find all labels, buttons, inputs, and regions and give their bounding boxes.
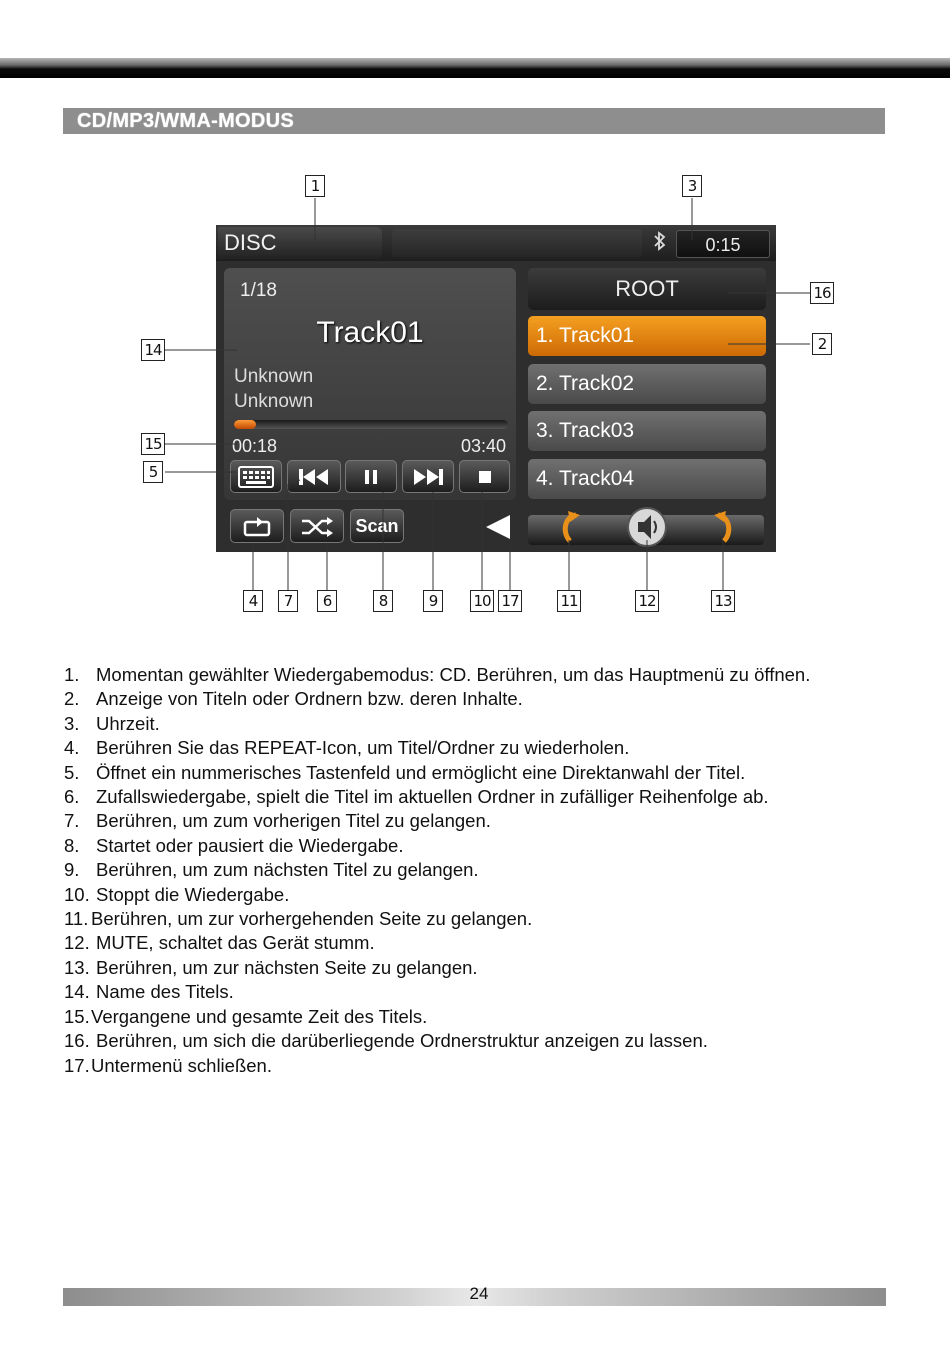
- track-title: Track01: [316, 316, 424, 349]
- mode-button[interactable]: DISC: [218, 227, 382, 259]
- callout-label: 6: [317, 590, 337, 612]
- list-item: 8. Startet oder pausiert die Wiedergabe.: [64, 834, 404, 856]
- callout-label: 17: [498, 590, 522, 612]
- list-item: 5. Öffnet ein nummerisches Tastenfeld und ermöglicht eine Direktanwahl der Titel.: [64, 761, 746, 783]
- list-item: 12. MUTE, schaltet das Gerät stumm.: [64, 932, 375, 954]
- callout-label: 8: [373, 590, 393, 612]
- callout-label: 9: [423, 590, 443, 612]
- track-list-item[interactable]: 4. Track04: [528, 459, 766, 499]
- list-item: 15.Vergangene und gesamte Zeit des Titels.: [64, 1005, 428, 1027]
- folder-root-button[interactable]: ROOT: [528, 268, 766, 310]
- list-item: 10. Stoppt die Wiedergabe.: [64, 883, 290, 905]
- track-count: 1/18: [240, 280, 277, 301]
- total-time: 03:40: [460, 436, 506, 456]
- list-item: 6. Zufallswiedergabe, spielt die Titel im aktuellen Ordner in zufälliger Reihenfolge ab.: [64, 786, 769, 808]
- page-number: 24: [469, 1284, 489, 1303]
- callout-label: 7: [278, 590, 298, 612]
- track-list-item[interactable]: 2. Track02: [528, 364, 766, 404]
- callout-label: 1: [305, 175, 325, 197]
- callout-label: 4: [243, 590, 263, 612]
- list-item: 11. Berühren, um zur vorhergehenden Seite zu gelangen.: [64, 908, 533, 930]
- callout-label: 13: [711, 590, 735, 612]
- callout-label: 15: [141, 433, 165, 455]
- callout-label: 5: [143, 461, 163, 483]
- album-name: Unknown: [234, 391, 314, 412]
- artist-name: Unknown: [234, 366, 314, 387]
- list-item: 13. Berühren, um zur nächsten Seite zu gelangen.: [64, 956, 478, 978]
- list-item: 3. Uhrzeit.: [64, 712, 160, 734]
- track-list-item[interactable]: 1. Track01: [528, 316, 766, 356]
- list-item: 4. Berühren Sie das REPEAT-Icon, um Titel/Ordner zu wiederholen.: [64, 737, 630, 759]
- callout-label: 2: [812, 333, 832, 355]
- list-item: 1. Momentan gewählter Wiedergabemodus: CD. Berühren, um das Hauptmenü zu öffnen.: [64, 664, 811, 685]
- description-list: [64, 663, 904, 1078]
- scan-button[interactable]: Scan: [350, 509, 404, 543]
- list-item: 2. Anzeige von Titeln oder Ordnern bzw. deren Inhalte.: [64, 688, 523, 710]
- list-item: 16. Berühren, um sich die darüberliegende Ordnerstruktur anzeigen zu lassen.: [64, 1030, 708, 1052]
- list-item: 9. Berühren, um zum nächsten Titel zu gelangen.: [64, 859, 479, 881]
- clock: 0:15: [676, 230, 770, 258]
- callout-label: 11: [557, 590, 581, 612]
- callout-label: 16: [810, 282, 834, 304]
- callout-label: 3: [682, 175, 702, 197]
- track-list-item[interactable]: 3. Track03: [528, 411, 766, 451]
- section-title: CD/MP3/WMA-MODUS: [63, 108, 885, 134]
- list-item: 7. Berühren, um zum vorherigen Titel zu gelangen.: [64, 810, 491, 832]
- callout-label: 12: [635, 590, 659, 612]
- list-item: 14. Name des Titels.: [64, 981, 234, 1003]
- callout-label: 14: [141, 339, 165, 361]
- callout-label: 10: [470, 590, 494, 612]
- list-item: 17.Untermenü schließen.: [64, 1054, 272, 1076]
- elapsed-time: 00:18: [232, 436, 278, 456]
